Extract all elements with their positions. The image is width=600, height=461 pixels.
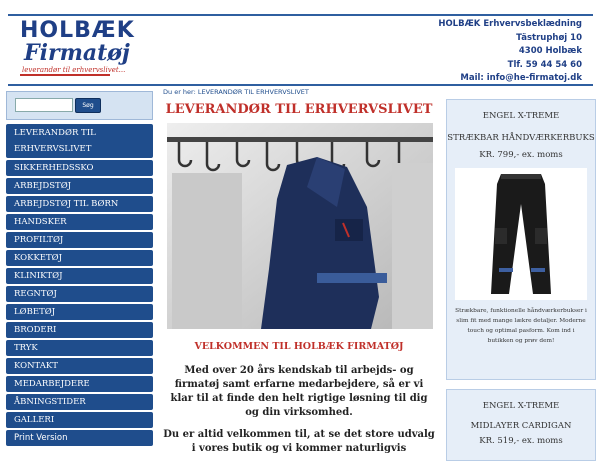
product-price: KR. 799,- ex. moms bbox=[479, 150, 563, 160]
product-description: Strækbare, funktionelle håndværkerbukser i slim fit med mange lækre detaljer. Moderne touch og optimal pasform. Kom ind i butikken og prøv dem! bbox=[455, 308, 587, 344]
product-brand: ENGEL X-TREME bbox=[482, 111, 560, 121]
menu-item-kokketoj[interactable]: KOKKETØJ bbox=[6, 250, 153, 266]
product-name[interactable]: MIDLAYER CARDIGAN bbox=[470, 421, 572, 431]
menu-item-profiltoj[interactable]: PROFILTØJ bbox=[6, 232, 153, 248]
page-title: LEVERANDØR TIL ERHVERVSLIVET bbox=[165, 102, 433, 117]
welcome-heading: VELKOMMEN TIL HOLBÆK FIRMATØJ bbox=[194, 341, 404, 352]
menu-item-galleri[interactable]: GALLERI bbox=[6, 412, 153, 428]
contact-street: Tästruphøj 10 bbox=[516, 32, 582, 43]
menu-item-broderi[interactable]: BRODERI bbox=[6, 322, 153, 338]
trousers-icon bbox=[455, 168, 587, 300]
breadcrumb: Du er her: LEVERANDØR TIL ERHVERVSLIVET bbox=[163, 88, 309, 96]
menu-item-lobetoj[interactable]: LØBETØJ bbox=[6, 304, 153, 320]
main-content bbox=[163, 88, 435, 456]
header-bottom-rule bbox=[8, 84, 593, 86]
main-menu bbox=[6, 124, 153, 446]
menu-item-regntoj[interactable]: REGNTØJ bbox=[6, 286, 153, 302]
product-price: KR. 519,- ex. moms bbox=[479, 436, 563, 446]
menu-item-sikkerhedssko[interactable]: SIKKERHEDSSKO bbox=[6, 160, 153, 176]
search-input[interactable] bbox=[15, 98, 73, 112]
menu-item-abningstider[interactable]: ÅBNINGSTIDER bbox=[6, 394, 153, 410]
menu-item-kontakt[interactable]: KONTAKT bbox=[6, 358, 153, 374]
contact-email[interactable]: Mail: info@he-firmatoj.dk bbox=[460, 73, 582, 83]
contact-city: 4300 Holbæk bbox=[518, 46, 582, 56]
menu-item-tryk[interactable]: TRYK bbox=[6, 340, 153, 356]
menu-item-medarbejdere[interactable]: MEDARBEJDERE bbox=[6, 376, 153, 392]
logo-title[interactable]: HOLBÆK bbox=[20, 18, 135, 43]
product-card-1[interactable] bbox=[446, 99, 596, 380]
product-card-2[interactable] bbox=[446, 389, 596, 461]
product-image-trousers[interactable] bbox=[455, 168, 587, 300]
search-box bbox=[6, 91, 153, 120]
contact-phone: Tlf. 59 44 54 60 bbox=[507, 59, 582, 70]
menu-item-print-version[interactable]: Print Version bbox=[6, 430, 153, 446]
intro-text: Med over 20 års kendskab til arbejds- og firmatøj samt erfarne medarbejdere, så er vi klar til at finde den helt rigtige løsning til dig og din virksomhed. bbox=[170, 365, 428, 418]
product-brand: ENGEL X-TREME bbox=[482, 401, 560, 411]
intro-text-2: Du er altid velkommen til, at se det store udvalg i vores butik og vi kommer naturligvis bbox=[163, 429, 435, 454]
logo-tagline: leverandør til erhvervslivet... bbox=[22, 66, 126, 74]
hero-illustration bbox=[167, 123, 433, 329]
menu-item-arbejdstoj[interactable]: ARBEJDSTØJ bbox=[6, 178, 153, 194]
menu-item-kliniktoj[interactable]: KLINIKTØJ bbox=[6, 268, 153, 284]
sidebar bbox=[6, 91, 153, 448]
menu-item-arbejdstoj-born[interactable]: ARBEJDSTØJ TIL BØRN bbox=[6, 196, 153, 212]
contact-company: HOLBÆK Erhvervsbeklædning bbox=[438, 19, 582, 29]
menu-item-leverandor[interactable]: LEVERANDØR TIL ERHVERVSLIVET bbox=[6, 124, 153, 158]
menu-item-handsker[interactable]: HANDSKER bbox=[6, 214, 153, 230]
logo-swoosh bbox=[20, 74, 110, 76]
search-button[interactable]: Søg bbox=[75, 98, 101, 113]
product-name[interactable]: STRÆKBAR HÅNDVÆRKERBUKS bbox=[447, 133, 595, 143]
header-top-rule bbox=[8, 14, 593, 16]
contact-info bbox=[438, 18, 582, 86]
hero-image-workwear-jacket bbox=[167, 123, 433, 329]
logo-script[interactable]: Firmatøj bbox=[24, 40, 130, 66]
